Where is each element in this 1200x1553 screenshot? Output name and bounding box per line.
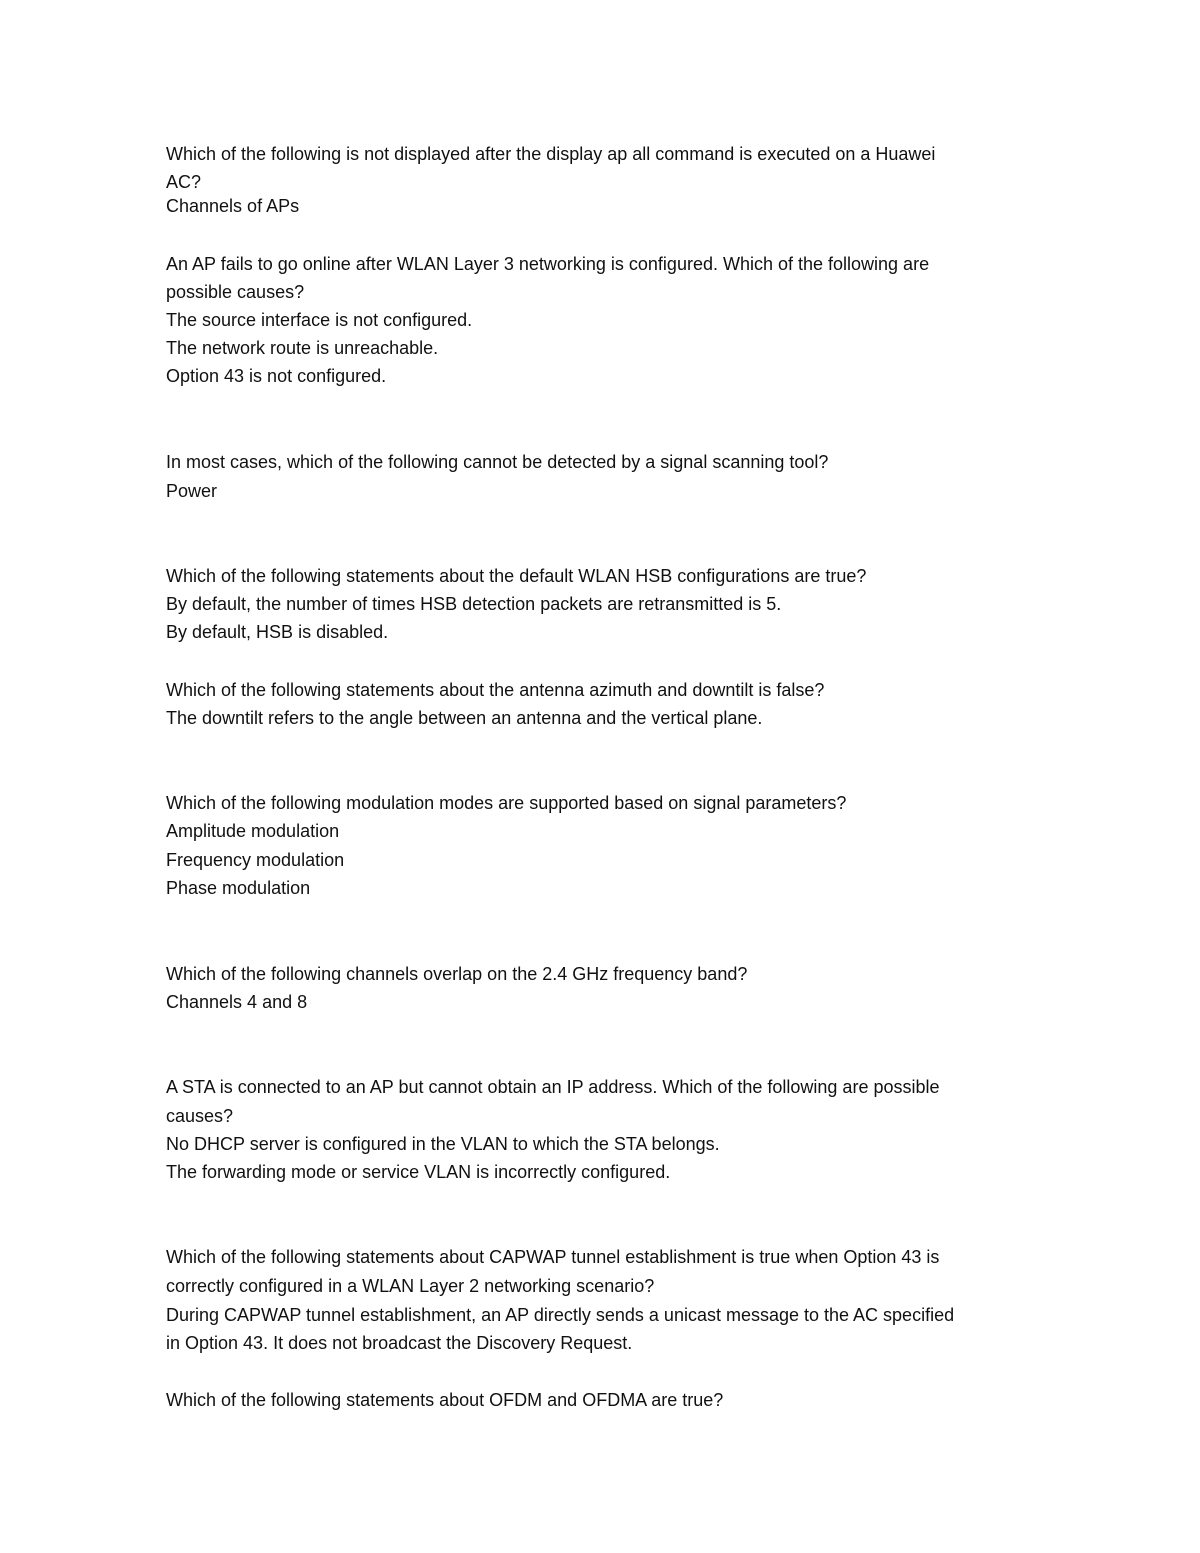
answer-text: No DHCP server is configured in the VLAN to which the STA belongs. (166, 1134, 720, 1154)
answer-text: Option 43 is not configured. (166, 366, 387, 386)
question-text: Which of the following statements about the default WLAN HSB configurations are true? (166, 566, 867, 586)
question-text: A STA is connected to an AP but cannot obtain an IP address. Which of the following are possible (166, 1077, 940, 1097)
answer-text: Power (166, 481, 218, 501)
question-text: AC? (166, 172, 202, 192)
question-text: Which of the following statements about OFDM and OFDMA are true? (166, 1390, 724, 1410)
answer-text: The forwarding mode or service VLAN is incorrectly configured. (166, 1162, 671, 1182)
answer-text: Channels of APs (166, 196, 300, 216)
question-text: In most cases, which of the following cannot be detected by a signal scanning tool? (166, 452, 829, 472)
question-text: Which of the following channels overlap on the 2.4 GHz frequency band? (166, 964, 748, 984)
answer-text: Channels 4 and 8 (166, 992, 308, 1012)
question-text: Which of the following is not displayed after the display ap all command is executed on a Huawei (166, 144, 936, 164)
answer-text: By default, the number of times HSB detection packets are retransmitted is 5. (166, 594, 782, 614)
answer-text: Frequency modulation (166, 850, 345, 870)
answer-text: The network route is unreachable. (166, 338, 439, 358)
answer-text: Amplitude modulation (166, 821, 340, 841)
question-text: Which of the following statements about CAPWAP tunnel establishment is true when Option 43 is (166, 1247, 940, 1267)
answer-text: in Option 43. It does not broadcast the Discovery Request. (166, 1333, 633, 1353)
answer-text: The downtilt refers to the angle between an antenna and the vertical plane. (166, 708, 763, 728)
answer-text: By default, HSB is disabled. (166, 622, 389, 642)
question-text: causes? (166, 1106, 234, 1126)
answer-text: The source interface is not configured. (166, 310, 473, 330)
answer-text: Phase modulation (166, 878, 311, 898)
question-text: An AP fails to go online after WLAN Layer 3 networking is configured. Which of the following are (166, 254, 930, 274)
question-text: possible causes? (166, 282, 305, 302)
question-text: Which of the following modulation modes are supported based on signal parameters? (166, 793, 847, 813)
question-text: correctly configured in a WLAN Layer 2 networking scenario? (166, 1276, 655, 1296)
answer-text: During CAPWAP tunnel establishment, an AP directly sends a unicast message to the AC specified (166, 1305, 955, 1325)
question-text: Which of the following statements about the antenna azimuth and downtilt is false? (166, 680, 825, 700)
